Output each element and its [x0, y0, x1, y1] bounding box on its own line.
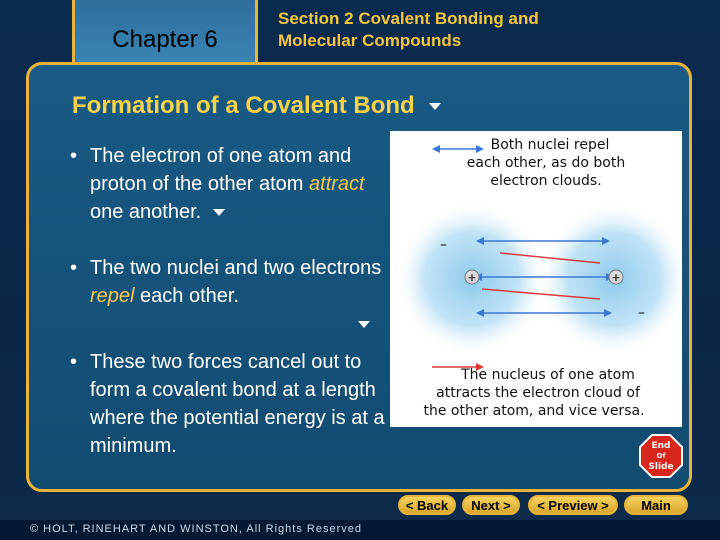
- preview-button[interactable]: < Preview >: [528, 495, 618, 515]
- slide-title: [72, 92, 441, 120]
- bullet-item: [70, 348, 400, 460]
- caption-bottom-line2: attracts the electron cloud of: [436, 385, 640, 401]
- footer-bar: [0, 520, 720, 540]
- section-title-line2: Molecular Compounds: [278, 31, 462, 50]
- figure-diagram: [390, 131, 682, 427]
- plus-sign-right: +: [611, 271, 621, 284]
- bullet-text: The electron of one atom and proton of the other atom: [90, 145, 352, 195]
- caption-bottom-line1: The nucleus of one atom: [461, 367, 635, 383]
- slide-label: Slide: [648, 462, 674, 472]
- bullet-dot: •: [70, 351, 78, 373]
- emphasis-attract: attract: [309, 173, 365, 195]
- back-button[interactable]: < Back: [398, 495, 456, 515]
- reveal-arrow-icon[interactable]: [429, 103, 441, 110]
- bullet-text: one another.: [90, 201, 202, 223]
- bullet-item: [70, 254, 400, 320]
- caption-bottom-line3: the other atom, and vice versa.: [423, 403, 645, 419]
- legend-blue-arrowhead-right: [476, 145, 484, 153]
- caption-top-line3: electron clouds.: [490, 173, 602, 189]
- end-of-slide-button[interactable]: [639, 434, 683, 478]
- end-label: End: [651, 441, 671, 451]
- bullet-text: These two forces cancel out to form a covalent bond at a length where the potential energy is at a minimum.: [90, 351, 385, 457]
- bullet-dot: •: [70, 257, 78, 279]
- reveal-arrow-icon[interactable]: [358, 321, 370, 328]
- main-button[interactable]: Main: [624, 495, 688, 515]
- next-button[interactable]: Next >: [462, 495, 520, 515]
- of-label: Of: [656, 452, 666, 460]
- section-title-line1: Covalent Bonding and: [358, 9, 539, 28]
- chapter-label: Chapter 6: [112, 26, 218, 53]
- bullet-text: each other.: [134, 285, 240, 307]
- reveal-arrow-icon[interactable]: [213, 209, 225, 216]
- bullet-list: [70, 142, 400, 488]
- section-number: Section 2: [278, 9, 354, 28]
- copyright-text: © HOLT, RINEHART AND WINSTON, All Rights Reserved: [30, 523, 362, 535]
- plus-sign-left: +: [467, 271, 477, 284]
- bullet-text: The two nuclei and two electrons: [90, 257, 382, 279]
- stop-sign-icon: [639, 434, 683, 478]
- bullet-dot: •: [70, 145, 78, 167]
- minus-sign-left: –: [440, 237, 447, 253]
- emphasis-repel: repel: [90, 285, 135, 307]
- legend-blue-arrowhead-left: [432, 145, 440, 153]
- bullet-item: [70, 142, 400, 226]
- caption-top-line1: Both nuclei repel: [490, 137, 610, 153]
- section-heading: [278, 8, 698, 52]
- caption-top-line2: each other, as do both: [466, 155, 626, 171]
- slide-title-text: Formation of a Covalent Bond: [72, 92, 415, 119]
- covalent-bond-figure: [390, 131, 682, 427]
- minus-sign-right: –: [638, 305, 645, 321]
